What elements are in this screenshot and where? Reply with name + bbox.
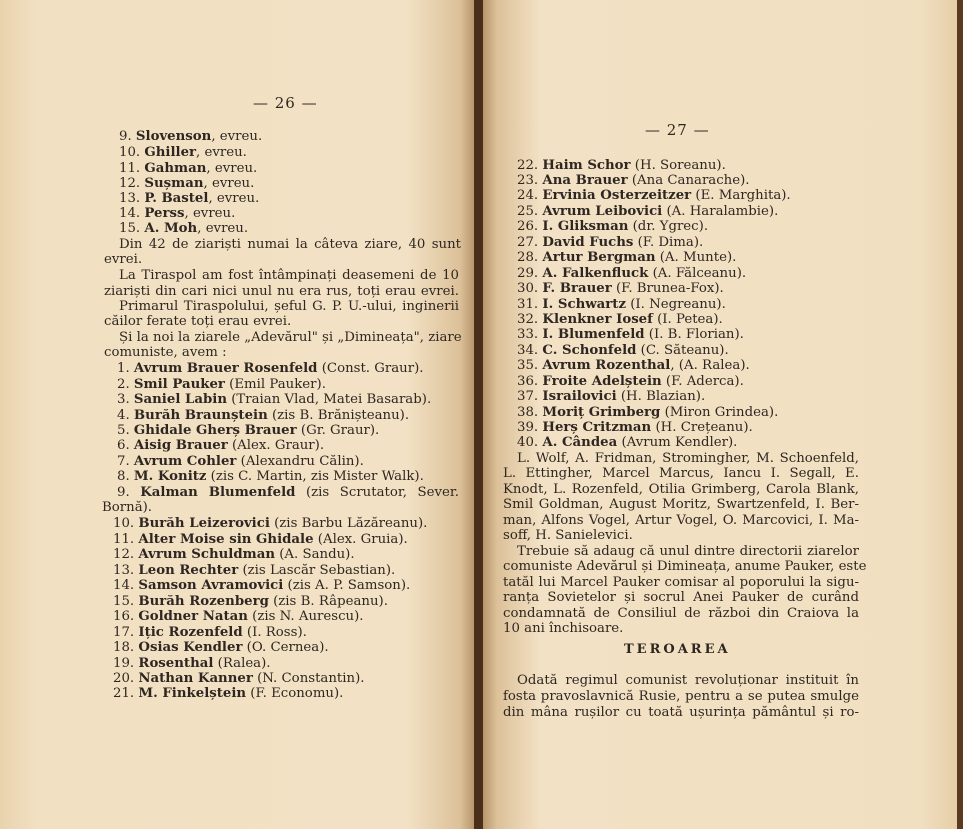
list-item: 30. F. Brauer (F. Brunea-Fox). (517, 281, 724, 296)
list-item: 25. Avrum Leibovici (A. Haralambie). (517, 204, 779, 219)
list-item: 18. Osias Kendler (O. Cernea). (113, 640, 329, 655)
list-item: 22. Haim Schor (H. Soreanu). (517, 158, 726, 173)
list-item: 36. Froite Adelștein (F. Aderca). (517, 374, 744, 389)
list-item: 37. Israilovici (H. Blazian). (517, 389, 706, 404)
list-item: 23. Ana Brauer (Ana Canarache). (517, 173, 750, 188)
list-item: 1. Avrum Brauer Rosenfeld (Const. Graur). (117, 361, 424, 376)
list-item: 32. Klenkner Iosef (I. Petea). (517, 312, 723, 327)
paragraph-line: ranța Sovietelor și socrul Anei Pauker de curând (503, 590, 859, 605)
paragraph-line: 10 ani închisoare. (503, 621, 624, 636)
paragraph-line: Knodt, L. Rozenfeld, Otilia Grimberg, Carola Blank, (503, 482, 859, 497)
list-item: 26. I. Gliksman (dr. Ygrec). (517, 219, 709, 234)
list-item: 15. A. Moh, evreu. (119, 221, 249, 236)
list-item: 2. Smil Pauker (Emil Pauker). (117, 377, 326, 392)
section-heading: TEROAREA (624, 642, 731, 657)
list-item: 10. Burăh Leizerovici (zis Barbu Lăzăreanu). (113, 516, 428, 531)
list-item: 15. Burăh Rozenberg (zis B. Râpeanu). (113, 594, 388, 609)
book-gutter (474, 0, 483, 829)
paragraph-line: L. Ettingher, Marcel Marcus, Iancu I. Segall, E. (503, 466, 859, 481)
list-item: 34. C. Schonfeld (C. Săteanu). (517, 343, 729, 358)
list-item: 20. Nathan Kanner (N. Constantin). (113, 671, 365, 686)
list-item: 24. Ervinia Osterzeitzer (E. Marghita). (517, 188, 791, 203)
list-item: 12. Avrum Schuldman (A. Sandu). (113, 547, 355, 562)
page-number-right: — 27 — (645, 121, 710, 139)
list-item: 29. A. Falkenfluck (A. Fălceanu). (517, 266, 747, 281)
list-item: 13. P. Bastel, evreu. (119, 191, 260, 206)
list-item: 14. Perss, evreu. (119, 206, 236, 221)
paragraph-line: L. Wolf, A. Fridman, Stromingher, M. Schoenfeld, (517, 451, 859, 466)
list-item: 12. Sușman, evreu. (119, 176, 255, 191)
list-item: 4. Burăh Braunștein (zis B. Brănișteanu). (117, 408, 410, 423)
list-item: 13. Leon Rechter (zis Lascăr Sebastian). (113, 563, 396, 578)
paragraph-line: fosta pravoslavnică Rusie, pentru a se putea smulge (503, 689, 859, 704)
paragraph-line: man, Alfons Vogel, Artur Vogel, O. Marcovici, I. Ma- (503, 513, 859, 528)
paragraph-line: Primarul Tiraspolului, șeful G. P. U.-ului, inginerii (119, 299, 459, 314)
paragraph-line: La Tiraspol am fost întâmpinați deasemeni de 10 (119, 268, 459, 283)
list-item: 14. Samson Avramovici (zis A. P. Samson). (113, 578, 411, 593)
paragraph-line: căilor ferate toți erau evrei. (104, 314, 292, 329)
list-item: 17. Ițic Rozenfeld (I. Ross). (113, 625, 307, 640)
paragraph-line: evrei. (104, 252, 143, 267)
right-page (483, 0, 957, 829)
list-item: 35. Avrum Rozenthal, (A. Ralea). (517, 358, 750, 373)
paragraph-line: Odată regimul comunist revoluționar instituit în (517, 673, 859, 688)
paragraph-line: soff, H. Sanielevici. (503, 528, 633, 543)
list-item: 5. Ghidale Gherș Brauer (Gr. Graur). (117, 423, 380, 438)
list-item: 3. Saniel Labin (Traian Vlad, Matei Basarab). (117, 392, 432, 407)
paragraph-line: Din 42 de ziariști numai la câteva ziare, 40 sunt (119, 237, 461, 252)
list-item: 10. Ghiller, evreu. (119, 145, 247, 160)
paragraph-line: Trebuie să adaug că unul dintre directorii ziarelor (517, 544, 859, 559)
list-item: 9. Slovenson, evreu. (119, 129, 263, 144)
list-item: 39. Herș Critzman (H. Crețeanu). (517, 420, 753, 435)
list-item: 9. Kalman Blumenfeld (zis Scrutator, Sever. (117, 485, 460, 500)
list-item: 27. David Fuchs (F. Dima). (517, 235, 704, 250)
paragraph-line: comuniste Adevărul și Dimineața, anume Pauker, este (503, 559, 867, 574)
list-item: 19. Rosenthal (Ralea). (113, 656, 271, 671)
left-page (0, 0, 474, 829)
paragraph-line: Smil Goldman, August Moritz, Swartzenfeld, I. Ber- (503, 497, 859, 512)
paragraph-line: din mâna rușilor cu toată ușurința pământul și ro- (503, 705, 859, 720)
list-item: 31. I. Schwartz (I. Negreanu). (517, 297, 726, 312)
list-item: 28. Artur Bergman (A. Munte). (517, 250, 737, 265)
list-item: 11. Gahman, evreu. (119, 161, 258, 176)
paragraph-line: comuniste, avem : (104, 345, 227, 360)
paragraph-line: Și la noi la ziarele „Adevărul" și „Dimineața", ziare (119, 330, 462, 345)
paragraph-line: condamnată de Consiliul de război din Craiova la (503, 606, 859, 621)
list-item: 40. A. Cândea (Avrum Kendler). (517, 435, 738, 450)
paragraph-line: ziariști din cari nici unul nu era rus, toți erau evrei. (104, 284, 459, 299)
paragraph-line: tatăl lui Marcel Pauker comisar al poporului la sigu- (503, 575, 859, 590)
list-item: 38. Moriț Grimberg (Miron Grindea). (517, 405, 779, 420)
list-item: 8. M. Konitz (zis C. Martin, zis Mister Walk). (117, 469, 424, 484)
list-item: 11. Alter Moise sin Ghidale (Alex. Gruia). (113, 532, 408, 547)
list-item: 6. Aisig Brauer (Alex. Graur). (117, 438, 325, 453)
list-item-continuation: Bornă). (102, 500, 153, 515)
list-item: 16. Goldner Natan (zis N. Aurescu). (113, 609, 364, 624)
list-item: 21. M. Finkelștein (F. Economu). (113, 686, 344, 701)
list-item: 7. Avrum Cohler (Alexandru Călin). (117, 454, 364, 469)
page-number-left: — 26 — (253, 94, 318, 112)
list-item: 33. I. Blumenfeld (I. B. Florian). (517, 327, 744, 342)
